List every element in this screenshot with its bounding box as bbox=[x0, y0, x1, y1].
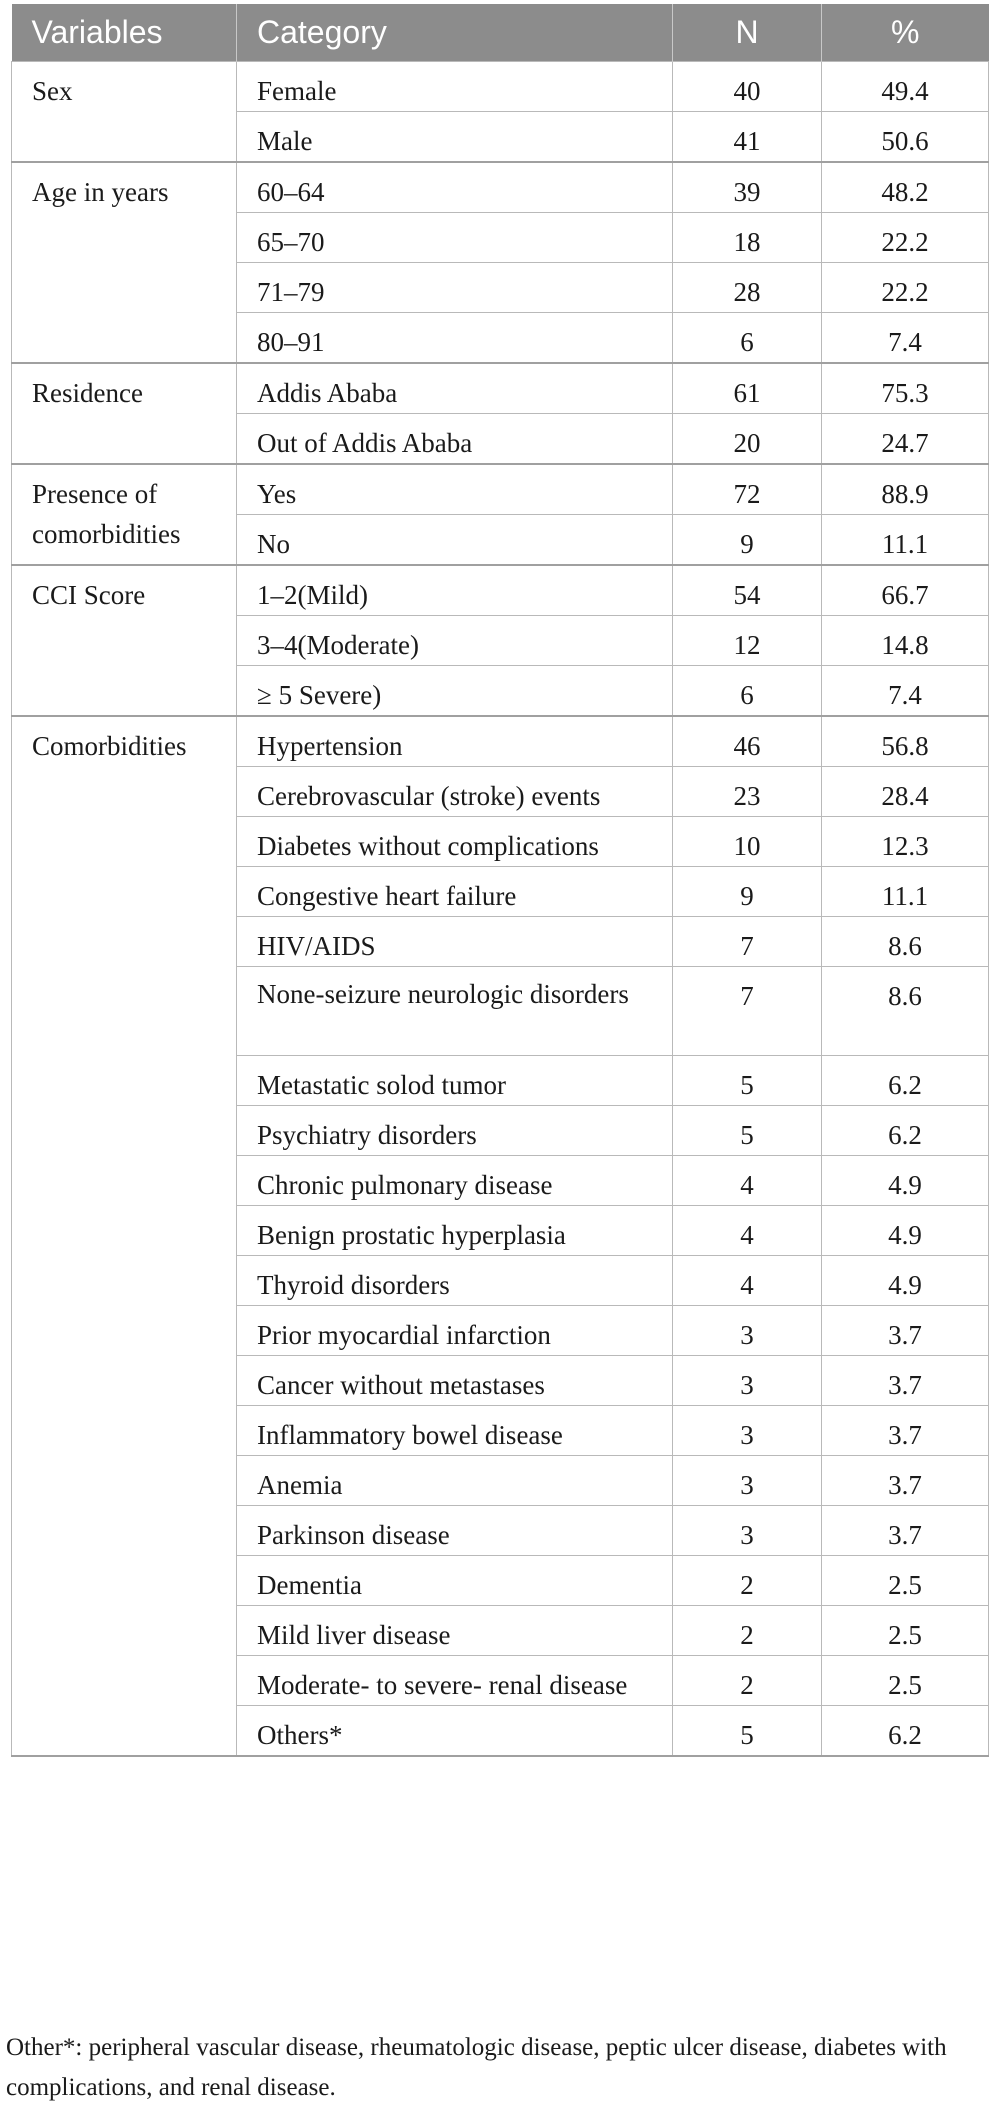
variable-cell: CCI Score bbox=[12, 565, 237, 716]
percent-cell: 56.8 bbox=[822, 716, 989, 767]
n-cell: 3 bbox=[673, 1306, 822, 1356]
category-cell: Thyroid disorders bbox=[237, 1256, 673, 1306]
table-row bbox=[12, 162, 989, 213]
percent-cell: 11.1 bbox=[822, 515, 989, 566]
category-cell: Others* bbox=[237, 1706, 673, 1757]
category-cell: Out of Addis Ababa bbox=[237, 414, 673, 465]
percent-cell: 49.4 bbox=[822, 62, 989, 112]
n-cell: 10 bbox=[673, 817, 822, 867]
category-cell: Parkinson disease bbox=[237, 1506, 673, 1556]
percent-cell: 7.4 bbox=[822, 313, 989, 364]
percent-cell: 50.6 bbox=[822, 112, 989, 163]
table-header-row bbox=[12, 4, 989, 62]
n-cell: 3 bbox=[673, 1356, 822, 1406]
n-cell: 40 bbox=[673, 62, 822, 112]
category-cell: Inflammatory bowel disease bbox=[237, 1406, 673, 1456]
percent-cell: 3.7 bbox=[822, 1306, 989, 1356]
n-cell: 46 bbox=[673, 716, 822, 767]
percent-cell: 3.7 bbox=[822, 1456, 989, 1506]
category-cell: None-seizure neurologic disorders bbox=[237, 967, 673, 1056]
n-cell: 2 bbox=[673, 1606, 822, 1656]
n-cell: 7 bbox=[673, 917, 822, 967]
n-cell: 3 bbox=[673, 1456, 822, 1506]
percent-cell: 24.7 bbox=[822, 414, 989, 465]
percent-cell: 4.9 bbox=[822, 1206, 989, 1256]
n-cell: 20 bbox=[673, 414, 822, 465]
variable-cell: Presence of comorbidities bbox=[12, 464, 237, 565]
header-variables: Variables bbox=[12, 4, 237, 62]
category-cell: Congestive heart failure bbox=[237, 867, 673, 917]
percent-cell: 48.2 bbox=[822, 162, 989, 213]
category-cell: Cerebrovascular (stroke) events bbox=[237, 767, 673, 817]
percent-cell: 2.5 bbox=[822, 1556, 989, 1606]
category-cell: No bbox=[237, 515, 673, 566]
category-cell: Psychiatry disorders bbox=[237, 1106, 673, 1156]
variable-cell: Sex bbox=[12, 62, 237, 163]
category-cell: 60–64 bbox=[237, 162, 673, 213]
comorbidity-table bbox=[11, 4, 989, 1757]
n-cell: 23 bbox=[673, 767, 822, 817]
category-cell: Moderate- to severe- renal disease bbox=[237, 1656, 673, 1706]
category-cell: HIV/AIDS bbox=[237, 917, 673, 967]
header-category: Category bbox=[237, 4, 673, 62]
n-cell: 5 bbox=[673, 1706, 822, 1757]
variable-cell: Comorbidities bbox=[12, 716, 237, 1756]
n-cell: 5 bbox=[673, 1056, 822, 1106]
category-cell: Benign prostatic hyperplasia bbox=[237, 1206, 673, 1256]
percent-cell: 6.2 bbox=[822, 1706, 989, 1757]
n-cell: 9 bbox=[673, 515, 822, 566]
n-cell: 41 bbox=[673, 112, 822, 163]
percent-cell: 7.4 bbox=[822, 666, 989, 717]
header-n: N bbox=[673, 4, 822, 62]
n-cell: 28 bbox=[673, 263, 822, 313]
category-cell: Dementia bbox=[237, 1556, 673, 1606]
category-cell: 71–79 bbox=[237, 263, 673, 313]
n-cell: 4 bbox=[673, 1156, 822, 1206]
percent-cell: 6.2 bbox=[822, 1106, 989, 1156]
percent-cell: 75.3 bbox=[822, 363, 989, 414]
category-cell: Mild liver disease bbox=[237, 1606, 673, 1656]
n-cell: 6 bbox=[673, 313, 822, 364]
percent-cell: 3.7 bbox=[822, 1506, 989, 1556]
n-cell: 4 bbox=[673, 1206, 822, 1256]
category-cell: 80–91 bbox=[237, 313, 673, 364]
table-footnote: Other*: peripheral vascular disease, rheumatologic disease, peptic ulcer disease, diabetes with complications, and renal disease. bbox=[6, 2034, 947, 2101]
percent-cell: 2.5 bbox=[822, 1606, 989, 1656]
n-cell: 39 bbox=[673, 162, 822, 213]
percent-cell: 88.9 bbox=[822, 464, 989, 515]
n-cell: 3 bbox=[673, 1506, 822, 1556]
n-cell: 2 bbox=[673, 1556, 822, 1606]
table-body bbox=[12, 62, 989, 1757]
percent-cell: 22.2 bbox=[822, 213, 989, 263]
category-cell: Diabetes without complications bbox=[237, 817, 673, 867]
table-row bbox=[12, 363, 989, 414]
category-cell: Yes bbox=[237, 464, 673, 515]
category-cell: Anemia bbox=[237, 1456, 673, 1506]
category-cell: Male bbox=[237, 112, 673, 163]
percent-cell: 2.5 bbox=[822, 1656, 989, 1706]
percent-cell: 12.3 bbox=[822, 817, 989, 867]
category-cell: 3–4(Moderate) bbox=[237, 616, 673, 666]
n-cell: 7 bbox=[673, 967, 822, 1056]
percent-cell: 3.7 bbox=[822, 1406, 989, 1456]
table-row bbox=[12, 464, 989, 515]
percent-cell: 4.9 bbox=[822, 1256, 989, 1306]
n-cell: 6 bbox=[673, 666, 822, 717]
category-cell: Prior myocardial infarction bbox=[237, 1306, 673, 1356]
category-cell: Chronic pulmonary disease bbox=[237, 1156, 673, 1206]
category-cell: 1–2(Mild) bbox=[237, 565, 673, 616]
n-cell: 61 bbox=[673, 363, 822, 414]
percent-cell: 8.6 bbox=[822, 967, 989, 1056]
percent-cell: 3.7 bbox=[822, 1356, 989, 1406]
percent-cell: 22.2 bbox=[822, 263, 989, 313]
n-cell: 3 bbox=[673, 1406, 822, 1456]
table-row bbox=[12, 716, 989, 767]
percent-cell: 8.6 bbox=[822, 917, 989, 967]
category-cell: Addis Ababa bbox=[237, 363, 673, 414]
variable-cell: Residence bbox=[12, 363, 237, 464]
n-cell: 4 bbox=[673, 1256, 822, 1306]
n-cell: 5 bbox=[673, 1106, 822, 1156]
category-cell: ≥ 5 Severe) bbox=[237, 666, 673, 717]
percent-cell: 4.9 bbox=[822, 1156, 989, 1206]
n-cell: 9 bbox=[673, 867, 822, 917]
category-cell: 65–70 bbox=[237, 213, 673, 263]
n-cell: 2 bbox=[673, 1656, 822, 1706]
category-cell: Metastatic solod tumor bbox=[237, 1056, 673, 1106]
n-cell: 18 bbox=[673, 213, 822, 263]
table-row bbox=[12, 62, 989, 112]
category-cell: Female bbox=[237, 62, 673, 112]
table-row bbox=[12, 565, 989, 616]
percent-cell: 6.2 bbox=[822, 1056, 989, 1106]
category-cell: Hypertension bbox=[237, 716, 673, 767]
percent-cell: 66.7 bbox=[822, 565, 989, 616]
n-cell: 54 bbox=[673, 565, 822, 616]
percent-cell: 14.8 bbox=[822, 616, 989, 666]
percent-cell: 28.4 bbox=[822, 767, 989, 817]
header-percent: % bbox=[822, 4, 989, 62]
n-cell: 72 bbox=[673, 464, 822, 515]
category-cell: Cancer without metastases bbox=[237, 1356, 673, 1406]
n-cell: 12 bbox=[673, 616, 822, 666]
variable-cell: Age in years bbox=[12, 162, 237, 363]
percent-cell: 11.1 bbox=[822, 867, 989, 917]
